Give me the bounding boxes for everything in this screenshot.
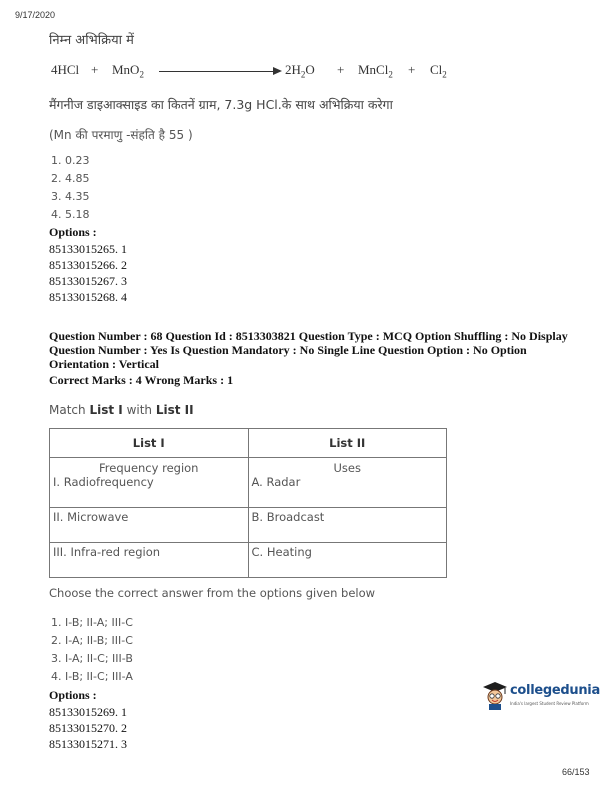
plus-sign: +	[337, 62, 345, 77]
product-cl2: $Cl_2$	[430, 62, 447, 80]
option-id: 85133015269. 1	[49, 705, 127, 719]
meta-line: Question Number : Yes Is Question Mandatory : No Single Line Question Option : No Option	[49, 343, 527, 357]
question-text: मैंगनीज डाइआक्साइड का कितनें ग्राम, 7.3g HCl.के साथ अभिक्रिया करेगा	[49, 97, 393, 112]
option-id-list	[49, 704, 127, 752]
table-header-row	[50, 429, 447, 458]
reactant-mno2: MnO$_2$	[112, 62, 144, 80]
question-note: (Mn की परमाणु -संहति है 55 )	[49, 128, 193, 142]
question-intro: निम्न अभिक्रिया में	[49, 33, 134, 48]
table-cell: B. Broadcast	[248, 508, 447, 543]
table-cell: I. Radiofrequency	[50, 475, 249, 508]
choice-item: 1. 0.23	[51, 154, 90, 167]
collegedunia-mascot-icon	[482, 680, 508, 712]
choice-item: 4. 5.18	[51, 208, 90, 221]
chemical-equation	[49, 62, 447, 82]
plus-sign: +	[408, 62, 416, 77]
table-cell: II. Microwave	[50, 508, 249, 543]
table-cell: A. Radar	[248, 475, 447, 508]
reaction-arrowhead	[273, 67, 282, 75]
option-id: 85133015266. 2	[49, 258, 127, 272]
marks-info: Correct Marks : 4 Wrong Marks : 1	[49, 373, 234, 387]
choice-item: 3. I-A; II-C; III-B	[51, 652, 133, 665]
choice-list	[51, 152, 89, 224]
table-subheader-row	[50, 458, 447, 476]
collegedunia-logo: collegedunia	[510, 683, 600, 698]
page-number: 66/153	[562, 767, 590, 777]
table-row	[50, 508, 447, 543]
print-date: 9/17/2020	[15, 10, 56, 20]
reaction-arrow	[159, 71, 274, 72]
options-label: Options :	[49, 688, 97, 702]
choice-item: 4. I-B; II-C; III-A	[51, 670, 133, 683]
choice-item: 2. I-A; II-B; III-C	[51, 634, 133, 647]
choice-list	[51, 614, 133, 686]
match-instruction: Match List I with List II	[49, 403, 194, 417]
question-metadata	[49, 329, 589, 371]
meta-line: Question Number : 68 Question Id : 8513303821 Question Type : MCQ Option Shuffling : No Display	[49, 329, 568, 343]
table-header: List II	[248, 429, 447, 458]
choose-instruction: Choose the correct answer from the options given below	[49, 586, 376, 600]
product-h2o: $2H_2O$	[285, 62, 315, 80]
option-id: 85133015271. 3	[49, 737, 127, 751]
logo-tagline: India's largest Student Review Platform	[510, 701, 589, 706]
table-cell: III. Infra-red region	[50, 543, 249, 578]
option-id: 85133015270. 2	[49, 721, 127, 735]
table-subheader: Frequency region	[50, 458, 249, 476]
choice-item: 3. 4.35	[51, 190, 90, 203]
option-id: 85133015267. 3	[49, 274, 127, 288]
choice-item: 1. I-B; II-A; III-C	[51, 616, 133, 629]
choice-item: 2. 4.85	[51, 172, 90, 185]
option-id: 85133015265. 1	[49, 242, 127, 256]
product-mncl2: MnCl$_2$	[358, 62, 393, 80]
match-table	[49, 428, 447, 578]
options-label: Options :	[49, 225, 97, 239]
table-row	[50, 475, 447, 508]
table-header: List I	[50, 429, 249, 458]
table-subheader: Uses	[248, 458, 447, 476]
option-id-list	[49, 241, 127, 305]
meta-line: Orientation : Vertical	[49, 357, 159, 371]
reactant-hcl: 4HCl	[51, 62, 80, 77]
table-row	[50, 543, 447, 578]
table-cell: C. Heating	[248, 543, 447, 578]
option-id: 85133015268. 4	[49, 290, 127, 304]
plus-sign: +	[91, 62, 99, 77]
